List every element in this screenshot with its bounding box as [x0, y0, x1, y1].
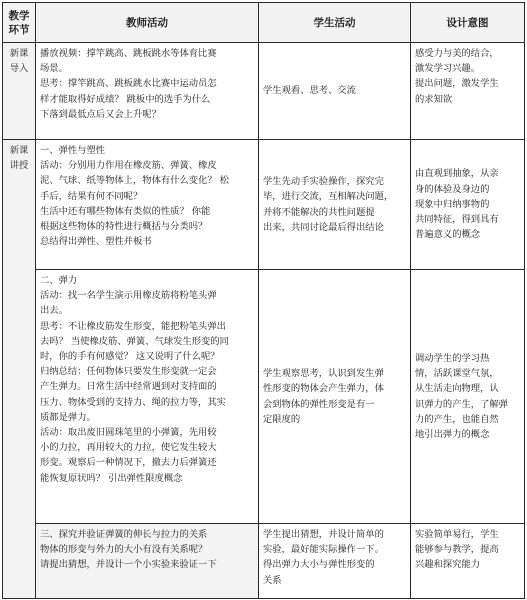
explore-intent-line: 实验简单易行，学生 — [415, 529, 499, 540]
explore-intent-line: 能够参与教学，提高 — [415, 544, 499, 556]
explore-student-line: 关系 — [263, 574, 282, 586]
elasticity-student-cell — [259, 140, 411, 270]
force-intent-line: 地引出弹力的概念 — [415, 428, 490, 440]
explore-intent-line: 兴趣和探究能力 — [415, 559, 481, 571]
elasticity-teacher-cell — [36, 140, 259, 270]
explore-student-line: 学生提出猜想，并设计简单的 — [263, 529, 384, 540]
intro-intent-line: 感受力与美的结合， — [415, 48, 499, 59]
force-teacher-line: 思考：不让橡皮筋发生形变，能把粉笔头弹出 — [40, 320, 226, 332]
force-intent-line: 情，活跃课堂气氛， — [415, 368, 499, 380]
intro-teacher-line: 下落到最低点后又会上升呢？ — [40, 108, 161, 120]
header-intent: 设计意图 — [411, 3, 525, 43]
elasticity-intent-line: 普遍意义的概念 — [415, 229, 481, 241]
stage-intro — [3, 43, 36, 140]
elasticity-teacher-line: 活动：分别用力作用在橡皮筋、弹簧、橡皮 — [40, 160, 217, 172]
row-intro — [3, 43, 525, 140]
force-teacher-line: 产生弹力。日常生活中经常遇到对支持面的 — [40, 381, 217, 393]
force-teacher-line: 出去。 — [40, 305, 68, 317]
force-teacher-line: 形变。观察后一种情况下，撤去力后弹簧还 — [40, 457, 217, 469]
elasticity-intent-line: 现象中归纳事物的 — [415, 198, 490, 210]
elasticity-student-line: 出来，共同讨论最后得出结论 — [263, 221, 384, 233]
intro-intent-line: 激发学习兴趣。 — [415, 63, 481, 75]
explore-teacher-line: 物体的形变与外力的大小有没有关系呢？ — [40, 544, 208, 556]
force-teacher-line: 能恢复原状吗？ 引出弹性限度概念 — [40, 472, 183, 484]
elasticity-teacher-line: 生活中还有哪些物体有类似的性质？ 你能 — [40, 205, 211, 217]
force-student-line: 会到物体的弹性形变是有一 — [263, 398, 375, 410]
force-intent-line: 从生活走向物理，认 — [415, 383, 499, 395]
intro-teacher-cell — [36, 43, 259, 140]
stage-lecture — [3, 140, 36, 599]
stage-lecture-line1: 新课 — [9, 145, 29, 156]
force-teacher-line: 活动：找一名学生演示用橡皮筋将粉笔头弹 — [40, 290, 217, 302]
elasticity-intent-line: 共同特征，得到具有 — [415, 214, 499, 226]
explore-student-line: 实验，最好能实际操作一下。 — [263, 544, 384, 556]
intro-intent-line: 提出问题，激发学生 — [415, 78, 499, 90]
row-explore — [3, 524, 525, 599]
force-student-line: 定限度的 — [263, 413, 301, 425]
force-teacher-line: 二、弹力 — [40, 275, 78, 286]
row-elasticity — [3, 140, 525, 270]
explore-teacher-line: 三、探究并验证弹簧的伸长与拉力的关系 — [40, 529, 208, 540]
stage-lecture-line2: 讲授 — [9, 160, 29, 172]
explore-teacher-cell — [36, 524, 259, 599]
explore-intent-cell — [411, 524, 525, 599]
force-teacher-line: 活动：取出废旧圆珠笔里的小弹簧，先用较 — [40, 427, 217, 439]
lesson-plan-table — [2, 2, 525, 599]
explore-teacher-line: 请提出猜想，并设计一个小实验来验证一下 — [40, 559, 217, 571]
force-intent-line: 调动学生的学习热 — [415, 352, 490, 364]
explore-student-cell — [259, 524, 411, 599]
stage-intro-line2: 导入 — [9, 63, 29, 75]
intro-teacher-line: 样才能取得好成绩？ 跳板中的选手为什么 — [40, 93, 211, 105]
elasticity-intent-line: 由直观到抽象，从亲 — [415, 168, 499, 180]
row-force — [3, 270, 525, 524]
force-teacher-line: 质都是弹力。 — [40, 411, 96, 423]
force-teacher-line: 时，你的手有何感觉？ 这又说明了什么呢？ — [40, 351, 220, 363]
force-student-line: 学生观察思考，认识到发生弹 — [263, 368, 384, 380]
elasticity-student-line: 毕，进行交流，互相解决问题， — [263, 191, 394, 203]
elasticity-student-line: 学生先动手实验操作，探究完 — [263, 176, 384, 188]
force-teacher-cell — [36, 270, 259, 524]
elasticity-teacher-line: 一、弹性与塑性 — [40, 145, 106, 156]
header-stage — [3, 3, 36, 43]
intro-teacher-line: 播放视频：撑竿跳高、跳板跳水等体育比赛 — [40, 48, 217, 59]
header-teacher: 教师活动 — [36, 3, 259, 43]
intro-student-cell — [259, 43, 411, 140]
elasticity-intent-line: 身的体验及身边的 — [415, 183, 490, 195]
intro-teacher-line: 思考：撑竿跳高、跳板跳水比赛中运动员怎 — [40, 78, 217, 90]
force-teacher-line: 归纳总结：任何物体只要发生形变就一定会 — [40, 366, 217, 378]
elasticity-teacher-line: 根据这些物体的特性进行概括与分类吗？ — [40, 221, 208, 233]
force-teacher-line: 压力、物体受到的支持力、绳的拉力等，其实 — [40, 396, 226, 408]
intro-intent-cell — [411, 43, 525, 140]
explore-student-line: 得出弹力大小与弹性形变的 — [263, 559, 375, 571]
elasticity-teacher-line: 手后，结果有何不同呢？ — [40, 190, 143, 202]
intro-student-line: 学生观看、思考、交流 — [263, 85, 356, 97]
force-student-cell — [259, 270, 411, 524]
stage-intro-line1: 新课 — [9, 48, 29, 59]
header-student: 学生活动 — [259, 3, 411, 43]
elasticity-teacher-line: 总结得出弹性、塑性并板书 — [40, 236, 152, 248]
header-row — [3, 3, 525, 43]
elasticity-student-line: 并将不能解决的共性问题提 — [263, 206, 375, 218]
elasticity-intent-cell — [411, 140, 525, 270]
force-teacher-line: 小的力拉，再用较大的力拉，使它发生较大 — [40, 442, 217, 454]
force-student-line: 性形变的物体会产生弹力，体 — [263, 383, 384, 395]
force-intent-cell — [411, 270, 525, 524]
header-stage-line1: 教学 — [8, 9, 30, 22]
header-stage-line2: 环节 — [8, 23, 30, 36]
elasticity-teacher-line: 泥、气球、纸等物体上，物体有什么变化？ 松 — [40, 175, 229, 187]
intro-intent-line: 的求知欲 — [415, 93, 453, 105]
force-teacher-line: 去吗？ 当使橡皮筋、弹簧、气球发生形变的同 — [40, 335, 229, 347]
force-intent-line: 识弹力的产生，了解弹 — [415, 398, 508, 410]
force-intent-line: 力的产生，也能自然 — [415, 413, 499, 425]
intro-teacher-line: 场景。 — [40, 63, 68, 75]
